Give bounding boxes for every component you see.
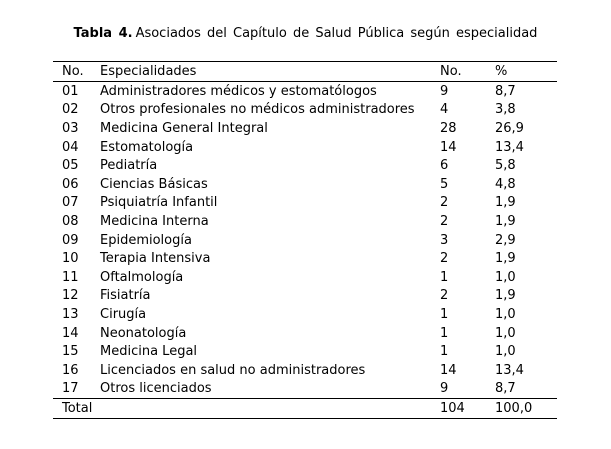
row-percent: 4,8 bbox=[495, 176, 516, 192]
row-number: 05 bbox=[62, 158, 79, 174]
row-number: 10 bbox=[62, 251, 79, 267]
row-count: 1 bbox=[440, 306, 449, 322]
row-percent: 8,7 bbox=[495, 381, 516, 397]
total-row bbox=[53, 399, 557, 419]
row-count: 1 bbox=[440, 269, 449, 285]
row-especialidad: Ciencias Básicas bbox=[100, 176, 208, 192]
row-especialidad: Estomatología bbox=[100, 139, 194, 155]
table-caption-label: Tabla 4. bbox=[73, 26, 133, 41]
row-especialidad: Oftalmología bbox=[100, 269, 184, 285]
row-count: 9 bbox=[440, 83, 449, 99]
row-percent: 1,0 bbox=[495, 344, 516, 360]
row-percent: 1,0 bbox=[495, 269, 516, 285]
row-percent: 3,8 bbox=[495, 102, 516, 118]
table-row bbox=[53, 101, 557, 120]
column-header-count: No. bbox=[440, 62, 495, 82]
row-count: 1 bbox=[440, 344, 449, 360]
row-percent: 1,9 bbox=[495, 288, 516, 304]
table-row bbox=[53, 361, 557, 380]
table-row bbox=[53, 268, 557, 287]
table-caption-text: Asociados del Capítulo de Salud Pública según especialidad bbox=[135, 26, 538, 41]
row-number: 07 bbox=[62, 195, 79, 211]
row-percent: 2,9 bbox=[495, 232, 516, 248]
row-percent: 1,0 bbox=[495, 306, 516, 322]
row-number: 11 bbox=[62, 269, 79, 285]
row-especialidad: Neonatología bbox=[100, 325, 187, 341]
row-count: 2 bbox=[440, 288, 449, 304]
row-number: 12 bbox=[62, 288, 79, 304]
table-row bbox=[53, 305, 557, 324]
row-number: 17 bbox=[62, 381, 79, 397]
row-especialidad: Medicina Legal bbox=[100, 344, 198, 360]
row-percent: 26,9 bbox=[495, 120, 524, 136]
row-especialidad: Medicina Interna bbox=[100, 213, 209, 229]
data-table bbox=[53, 61, 557, 419]
table-row bbox=[53, 287, 557, 306]
column-header-row-number: No. bbox=[53, 62, 100, 82]
table-row bbox=[53, 175, 557, 194]
row-number: 04 bbox=[62, 139, 79, 155]
table-row bbox=[53, 119, 557, 138]
column-header-especialidades: Especialidades bbox=[100, 62, 440, 82]
row-especialidad: Fisiatría bbox=[100, 288, 151, 304]
table-caption bbox=[0, 26, 611, 41]
row-percent: 1,9 bbox=[495, 195, 516, 211]
row-especialidad: Otros licenciados bbox=[100, 381, 212, 397]
row-count: 9 bbox=[440, 381, 449, 397]
row-number: 03 bbox=[62, 120, 79, 136]
total-percent: 100,0 bbox=[495, 399, 557, 419]
row-percent: 8,7 bbox=[495, 83, 516, 99]
row-especialidad: Epidemiología bbox=[100, 232, 192, 248]
row-count: 4 bbox=[440, 102, 449, 118]
row-count: 6 bbox=[440, 158, 449, 174]
row-number: 08 bbox=[62, 213, 79, 229]
total-count: 104 bbox=[440, 399, 495, 419]
table-row bbox=[53, 380, 557, 399]
row-percent: 1,0 bbox=[495, 325, 516, 341]
table-row bbox=[53, 342, 557, 361]
row-percent: 13,4 bbox=[495, 362, 524, 378]
row-especialidad: Administradores médicos y estomatólogos bbox=[100, 83, 377, 99]
row-especialidad: Cirugía bbox=[100, 306, 147, 322]
row-count: 14 bbox=[440, 139, 457, 155]
row-number: 02 bbox=[62, 102, 79, 118]
row-number: 09 bbox=[62, 232, 79, 248]
row-count: 5 bbox=[440, 176, 449, 192]
row-especialidad: Psiquiatría Infantil bbox=[100, 195, 218, 211]
row-count: 2 bbox=[440, 213, 449, 229]
table-row bbox=[53, 138, 557, 157]
table-row bbox=[53, 82, 557, 101]
table-row bbox=[53, 194, 557, 213]
row-number: 14 bbox=[62, 325, 79, 341]
total-label: Total bbox=[53, 399, 440, 419]
row-especialidad: Medicina General Integral bbox=[100, 120, 268, 136]
row-count: 14 bbox=[440, 362, 457, 378]
row-number: 06 bbox=[62, 176, 79, 192]
row-number: 01 bbox=[62, 83, 79, 99]
row-count: 2 bbox=[440, 195, 449, 211]
row-count: 2 bbox=[440, 251, 449, 267]
row-number: 16 bbox=[62, 362, 79, 378]
row-count: 3 bbox=[440, 232, 449, 248]
table-row bbox=[53, 212, 557, 231]
row-especialidad: Otros profesionales no médicos administradores bbox=[100, 102, 415, 118]
row-percent: 1,9 bbox=[495, 251, 516, 267]
row-count: 1 bbox=[440, 325, 449, 341]
row-especialidad: Terapia Intensiva bbox=[100, 251, 211, 267]
row-especialidad: Licenciados en salud no administradores bbox=[100, 362, 366, 378]
row-number: 15 bbox=[62, 344, 79, 360]
table-row bbox=[53, 156, 557, 175]
table-row bbox=[53, 249, 557, 268]
table-row bbox=[53, 324, 557, 343]
row-count: 28 bbox=[440, 120, 457, 136]
row-especialidad: Pediatría bbox=[100, 158, 158, 174]
header-row bbox=[53, 62, 557, 82]
row-percent: 13,4 bbox=[495, 139, 524, 155]
table-row bbox=[53, 231, 557, 250]
row-number: 13 bbox=[62, 306, 79, 322]
row-percent: 1,9 bbox=[495, 213, 516, 229]
column-header-percent: % bbox=[495, 62, 557, 82]
row-percent: 5,8 bbox=[495, 158, 516, 174]
